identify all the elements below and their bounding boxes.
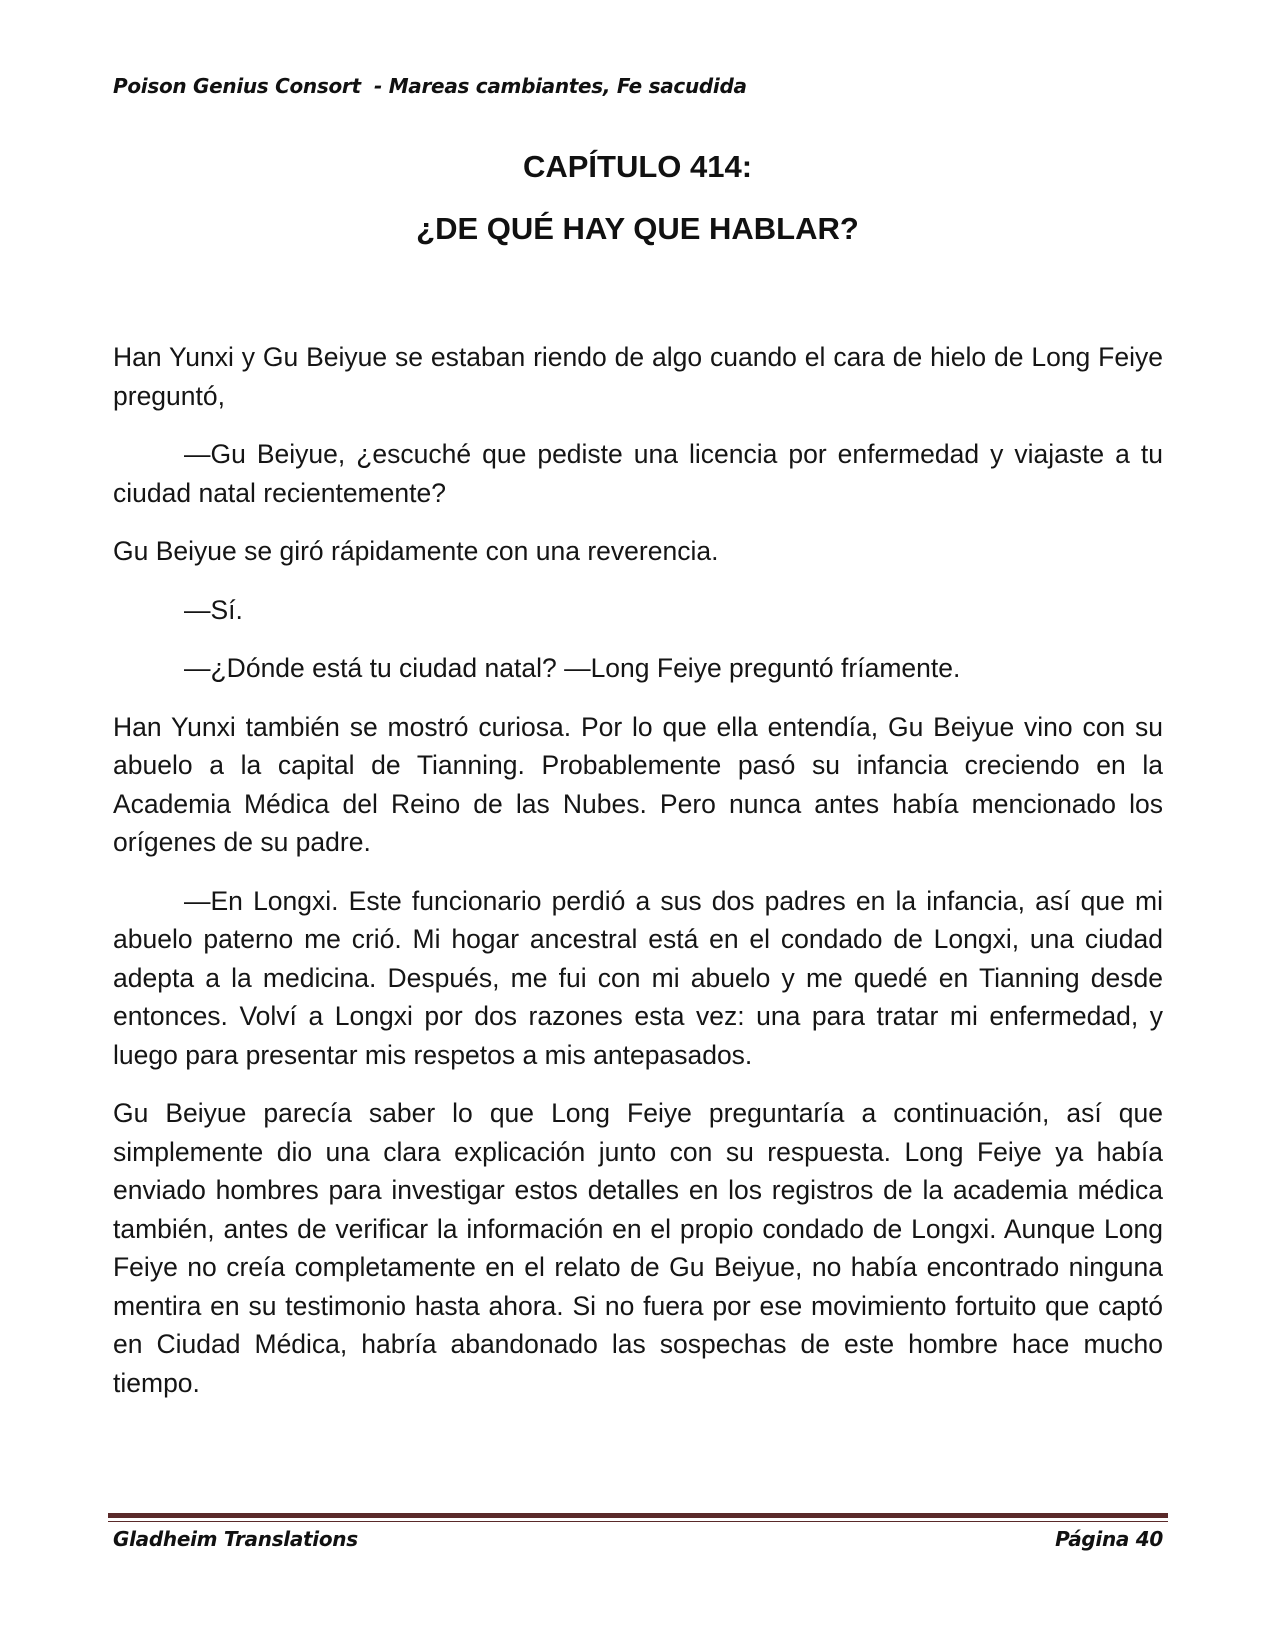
- running-header: Poison Genius Consort - Mareas cambiantes, Fe sacudida: [113, 74, 747, 98]
- chapter-number: CAPÍTULO 414:: [522, 149, 753, 184]
- chapter-title: ¿DE QUÉ HAY QUE HABLAR?: [416, 211, 859, 246]
- paragraph: Gu Beiyue parecía saber lo que Long Feiye preguntaría a continuación, así que simplemente dio una clara explicación junto con su respuesta. Long Feiye ya había enviado hombres para investigar estos detalles en los registros de la academia médica también, antes de verificar la información en el propio condado de Longxi. Aunque Long Feiye no creía completamente en el relato de Gu Beiyue, no había encontrado ninguna mentira en su testimonio hasta ahora. Si no fuera por ese movimiento fortuito que captó en Ciudad Médica, habría abandonado las sospechas de este hombre hace mucho tiempo.: [113, 1098, 1163, 1398]
- paragraph-dialogue: —En Longxi. Este funcionario perdió a sus dos padres en la infancia, así que mi abuelo paterno me crió. Mi hogar ancestral está en el condado de Longxi, una ciudad adepta a la medicina. Después, me fui con mi abuelo y me quedé en Tianning desde entonces. Volví a Longxi por dos razones esta vez: una para tratar mi enfermedad, y luego para presentar mis respetos a mis antepasados.: [113, 885, 1163, 1070]
- paragraph-dialogue: —¿Dónde está tu ciudad natal? —Long Feiye preguntó fríamente.: [184, 653, 961, 683]
- paragraph-dialogue: —Sí.: [184, 594, 243, 625]
- chapter-heading: [0, 148, 1275, 248]
- footer-publisher: Gladheim Translations: [113, 1527, 358, 1551]
- footer-divider-thick: [108, 1513, 1168, 1518]
- paragraph: Han Yunxi y Gu Beiyue se estaban riendo de algo cuando el cara de hielo de Long Feiye preguntó,: [113, 342, 1163, 411]
- footer-divider-thin: [108, 1521, 1168, 1522]
- paragraph: Gu Beiyue se giró rápidamente con una reverencia.: [113, 536, 719, 566]
- paragraph-dialogue: —Gu Beiyue, ¿escuché que pediste una licencia por enfermedad y viajaste a tu ciudad natal recientemente?: [113, 439, 1163, 508]
- chapter-body: [113, 338, 1163, 1422]
- footer-page-number: Página 40: [1055, 1527, 1163, 1551]
- paragraph: Han Yunxi también se mostró curiosa. Por lo que ella entendía, Gu Beiyue vino con su abuelo a la capital de Tianning. Probablemente pasó su infancia creciendo en la Academia Médica del Reino de las Nubes. Pero nunca antes había mencionado los orígenes de su padre.: [113, 711, 1163, 857]
